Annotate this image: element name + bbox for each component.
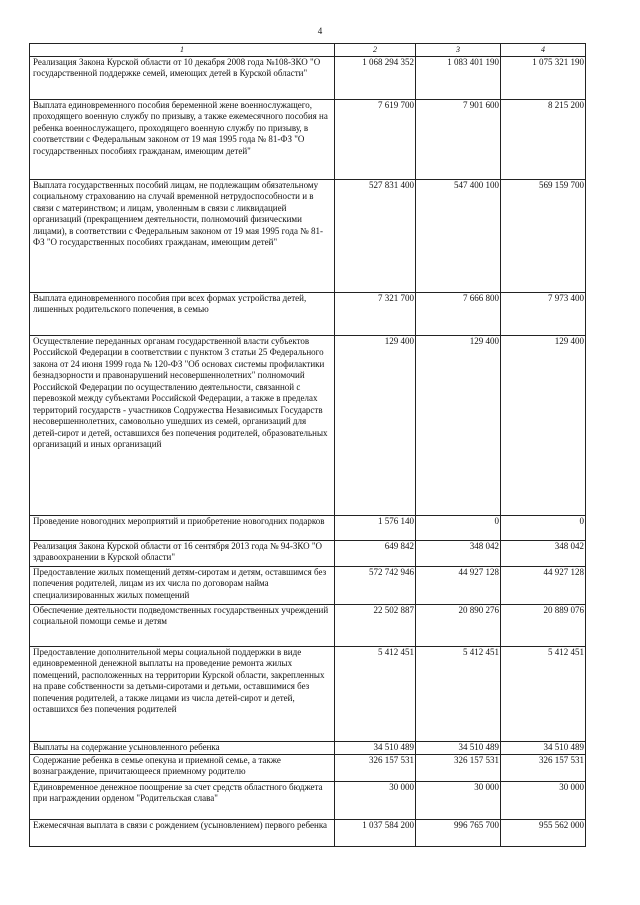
table-row xyxy=(30,646,586,741)
row-value-col2: 326 157 531 xyxy=(335,754,416,781)
row-value-col2: 1 037 584 200 xyxy=(335,819,416,846)
table-row xyxy=(30,56,586,99)
column-header-4: 4 xyxy=(501,44,586,57)
row-value-col4: 955 562 000 xyxy=(501,819,586,846)
row-value-col4: 8 215 200 xyxy=(501,99,586,179)
row-description: Выплаты на содержание усыновленного ребенка xyxy=(30,741,335,754)
row-value-col3: 5 412 451 xyxy=(416,646,501,741)
row-value-col2: 7 321 700 xyxy=(335,292,416,335)
row-value-col2: 572 742 946 xyxy=(335,566,416,604)
row-value-col3: 326 157 531 xyxy=(416,754,501,781)
row-value-col2: 30 000 xyxy=(335,781,416,819)
row-value-col4: 5 412 451 xyxy=(501,646,586,741)
row-value-col2: 5 412 451 xyxy=(335,646,416,741)
table-row xyxy=(30,99,586,179)
row-value-col2: 1 068 294 352 xyxy=(335,56,416,99)
table-header-row xyxy=(30,44,586,57)
table-row xyxy=(30,754,586,781)
table-row xyxy=(30,540,586,566)
table-row xyxy=(30,335,586,515)
column-header-2: 2 xyxy=(335,44,416,57)
row-value-col2: 7 619 700 xyxy=(335,99,416,179)
table-row xyxy=(30,781,586,819)
row-value-col3: 34 510 489 xyxy=(416,741,501,754)
row-value-col3: 129 400 xyxy=(416,335,501,515)
row-value-col2: 22 502 887 xyxy=(335,604,416,646)
row-description: Единовременное денежное поощрение за счет средств областного бюджета при награждении орденом "Родительская слава" xyxy=(30,781,335,819)
row-description: Обеспечение деятельности подведомственных государственных учреждений социальной помощи семье и детям xyxy=(30,604,335,646)
budget-table xyxy=(29,43,586,847)
row-value-col4: 20 889 076 xyxy=(501,604,586,646)
row-value-col3: 20 890 276 xyxy=(416,604,501,646)
table-row xyxy=(30,515,586,540)
row-value-col2: 129 400 xyxy=(335,335,416,515)
row-value-col3: 1 083 401 190 xyxy=(416,56,501,99)
row-value-col3: 7 901 600 xyxy=(416,99,501,179)
row-value-col3: 44 927 128 xyxy=(416,566,501,604)
table-row xyxy=(30,566,586,604)
row-description: Предоставление дополнительной меры социальной поддержки в виде единовременной денежной выплаты на проведение ремонта жилых помещений, расположенных на территории Курской области, закрепленных на праве собственности за детьми-сиротами и детьми, оставшимися без попечения родителей, а также лицами из числа детей-сирот и детей, оставшихся без попечения родителей xyxy=(30,646,335,741)
row-value-col2: 34 510 489 xyxy=(335,741,416,754)
row-value-col4: 0 xyxy=(501,515,586,540)
row-value-col3: 348 042 xyxy=(416,540,501,566)
row-value-col2: 649 842 xyxy=(335,540,416,566)
row-value-col3: 0 xyxy=(416,515,501,540)
table-row xyxy=(30,819,586,846)
row-value-col4: 44 927 128 xyxy=(501,566,586,604)
row-description: Выплата единовременного пособия беременной жене военнослужащего, проходящего военную службу по призыву, а также ежемесячного пособия на ребенка военнослужащего, проходящего военную службу по призыву, в соответствии с Федеральным законом от 19 мая 1995 года № 81-ФЗ "О государственных пособиях гражданам, имеющим детей" xyxy=(30,99,335,179)
row-value-col3: 996 765 700 xyxy=(416,819,501,846)
column-header-1: 1 xyxy=(30,44,335,57)
row-description: Предоставление жилых помещений детям-сиротам и детям, оставшимся без попечения родителей, лицам из их числа по договорам найма специализированных жилых помещений xyxy=(30,566,335,604)
row-value-col4: 7 973 400 xyxy=(501,292,586,335)
row-description: Реализация Закона Курской области от 16 сентября 2013 года № 94-ЗКО "О здравоохранении в Курской области" xyxy=(30,540,335,566)
row-value-col2: 1 576 140 xyxy=(335,515,416,540)
row-description: Проведение новогодних мероприятий и приобретение новогодних подарков xyxy=(30,515,335,540)
row-value-col4: 348 042 xyxy=(501,540,586,566)
row-description: Выплата единовременного пособия при всех формах устройства детей, лишенных родительского попечения, в семью xyxy=(30,292,335,335)
row-value-col2: 527 831 400 xyxy=(335,179,416,292)
table-row xyxy=(30,741,586,754)
row-description: Осуществление переданных органам государственной власти субъектов Российской Федерации в соответствии с пунктом 3 статьи 25 Федерального закона от 24 июня 1999 года № 120-ФЗ "Об основах системы профилактики безнадзорности и правонарушений несовершеннолетних" полномочий Российской Федерации по осуществлению деятельности, связанной с перевозкой между субъектами Российской Федерации, а также в пределах территорий государств - участников Содружества Независимых Государств несовершеннолетних, самовольно ушедших из семей, организаций для детей-сирот и детей, оставшихся без попечения родителей, образовательных организаций и иных организаций xyxy=(30,335,335,515)
table-row xyxy=(30,179,586,292)
page-number: 4 xyxy=(317,26,323,36)
column-header-3: 3 xyxy=(416,44,501,57)
table-row xyxy=(30,292,586,335)
row-description: Реализация Закона Курской области от 10 декабря 2008 года №108-ЗКО "О государственной поддержке семей, имеющих детей в Курской области" xyxy=(30,56,335,99)
row-value-col4: 1 075 321 190 xyxy=(501,56,586,99)
row-value-col4: 34 510 489 xyxy=(501,741,586,754)
row-value-col4: 129 400 xyxy=(501,335,586,515)
row-description: Ежемесячная выплата в связи с рождением (усыновлением) первого ребенка xyxy=(30,819,335,846)
row-value-col3: 30 000 xyxy=(416,781,501,819)
row-description: Содержание ребенка в семье опекуна и приемной семье, а также вознаграждение, причитающееся приемному родителю xyxy=(30,754,335,781)
row-description: Выплата государственных пособий лицам, не подлежащим обязательному социальному страхованию на случай временной нетрудоспособности и в связи с материнством; и лицам, уволенным в связи с ликвидацией организаций (прекращением деятельности, полномочий физическими лицами), в соответствии с Федеральным законом от 19 мая 1995 года № 81-ФЗ "О государственных пособиях гражданам, имеющим детей" xyxy=(30,179,335,292)
row-value-col4: 326 157 531 xyxy=(501,754,586,781)
row-value-col3: 7 666 800 xyxy=(416,292,501,335)
row-value-col4: 30 000 xyxy=(501,781,586,819)
row-value-col4: 569 159 700 xyxy=(501,179,586,292)
row-value-col3: 547 400 100 xyxy=(416,179,501,292)
table-row xyxy=(30,604,586,646)
